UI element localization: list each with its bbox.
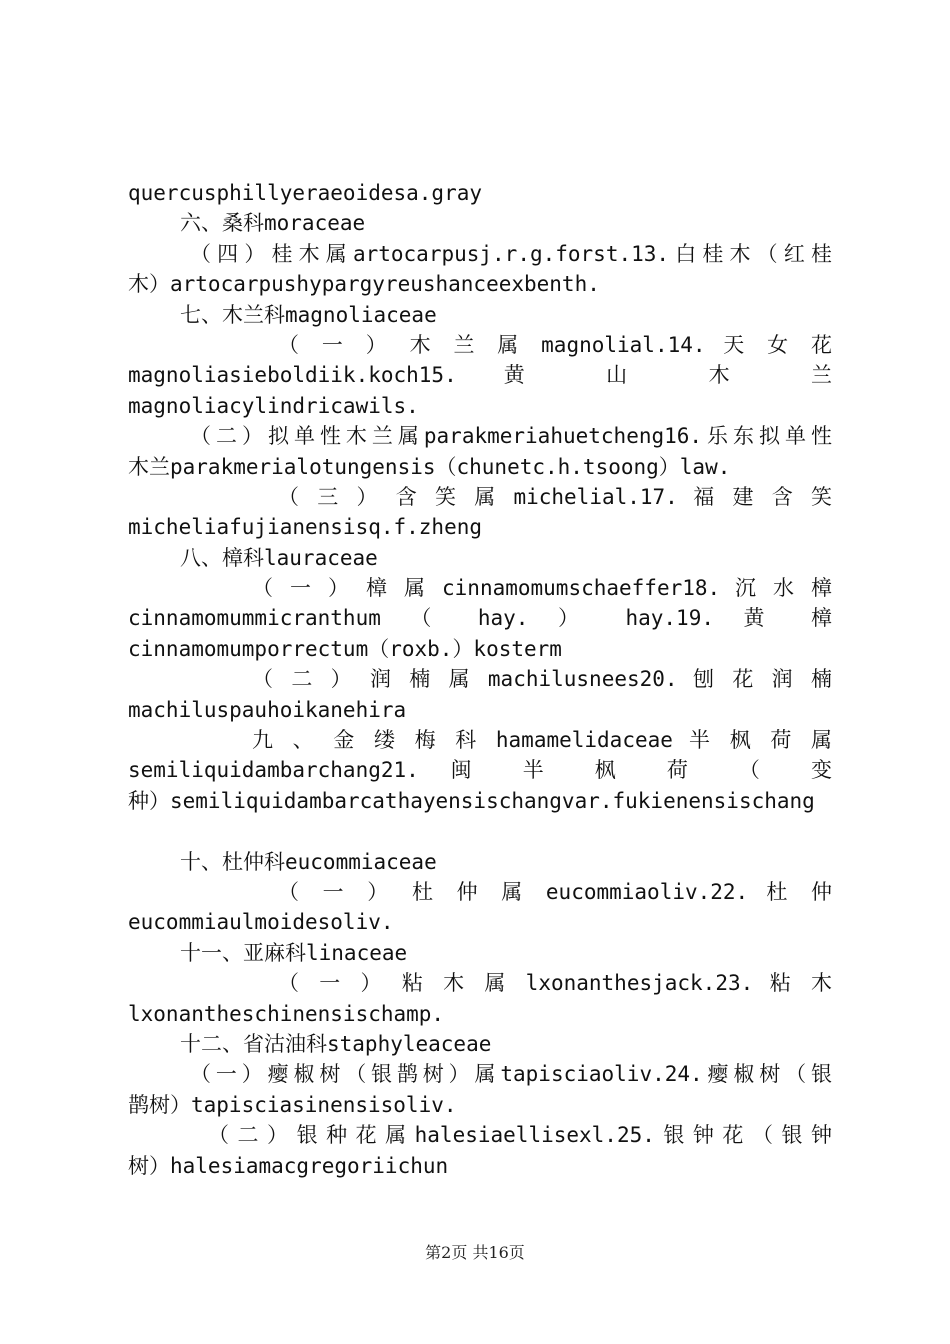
section-heading: 八、樟科lauraceae xyxy=(180,545,378,570)
text-line: lxonantheschinensischamp. xyxy=(128,1001,445,1026)
section-heading: 七、木兰科magnoliaceae xyxy=(180,302,437,327)
section-heading: 六、桑科moraceae xyxy=(180,211,366,236)
text-line: （ 一 ） 粘 木 属 lxonanthesjack.23. 粘 木 xyxy=(278,971,832,996)
text-line: magnoliasieboldiik.koch15. 黄 山 木 兰 xyxy=(128,363,832,388)
text-line: micheliafujianensisq.f.zheng xyxy=(128,515,483,540)
text-line: eucommiaulmoidesoliv. xyxy=(128,910,394,935)
text-line: 鹊树）tapisciasinensisoliv. xyxy=(128,1092,457,1117)
text-line: semiliquidambarchang21. 闽 半 枫 荷 （ 变 xyxy=(128,758,832,783)
section-heading: 九 、 金 缕 梅 科 hamamelidaceae 半 枫 荷 属 xyxy=(252,728,832,753)
text-line: （ 一 ） 杜 仲 属 eucommiaoliv.22. 杜 仲 xyxy=(278,879,832,904)
text-line: （二）拟单性木兰属parakmeriahuetcheng16.乐东拟单性 xyxy=(190,424,832,449)
blank-line xyxy=(128,816,832,846)
text-line: （ 二 ） 润 楠 属 machilusnees20. 刨 花 润 楠 xyxy=(252,667,832,692)
text-line: 木）artocarpushypargyreushanceexbenth. xyxy=(128,272,600,297)
text-line: cinnamomumporrectum（roxb.）kosterm xyxy=(128,636,562,661)
text-line: （一）瘿椒树（银鹊树）属tapisciaoliv.24.瘿椒树（银 xyxy=(190,1062,832,1087)
section-heading: 十一、亚麻科linaceae xyxy=(180,940,408,965)
text-line: 木兰parakmerialotungensis（chunetc.h.tsoong）law. xyxy=(128,454,731,479)
text-line: （ 三 ） 含 笑 属 michelial.17. 福 建 含 笑 xyxy=(278,484,832,509)
text-line: 种）semiliquidambarcathayensischangvar.fukienensischang xyxy=(128,788,815,813)
section-heading: 十、杜仲科eucommiaceae xyxy=(180,849,437,874)
document-body xyxy=(128,178,832,1181)
text-line: （ 一 ） 木 兰 属 magnolial.14. 天 女 花 xyxy=(278,332,832,357)
page-number-footer: 第2页 共16页 xyxy=(425,1243,525,1262)
text-line: quercusphillyeraeoidesa.gray xyxy=(128,181,483,205)
text-line: （二）银种花属halesiaellisexl.25.银钟花（银钟 xyxy=(208,1123,832,1148)
section-heading: 十二、省沽油科staphyleaceae xyxy=(180,1031,492,1056)
text-line: machiluspauhoikanehira xyxy=(128,697,407,722)
text-line: magnoliacylindricawils. xyxy=(128,393,419,418)
text-line: （四）桂木属artocarpusj.r.g.forst.13.白桂木（红桂 xyxy=(190,241,832,266)
text-line: cinnamomummicranthum （ hay. ） hay.19. 黄 樟 xyxy=(128,606,832,631)
text-line: 树）halesiamacgregoriichun xyxy=(128,1153,449,1178)
text-line: （ 一 ） 樟 属 cinnamomumschaeffer18. 沉 水 樟 xyxy=(252,576,832,601)
